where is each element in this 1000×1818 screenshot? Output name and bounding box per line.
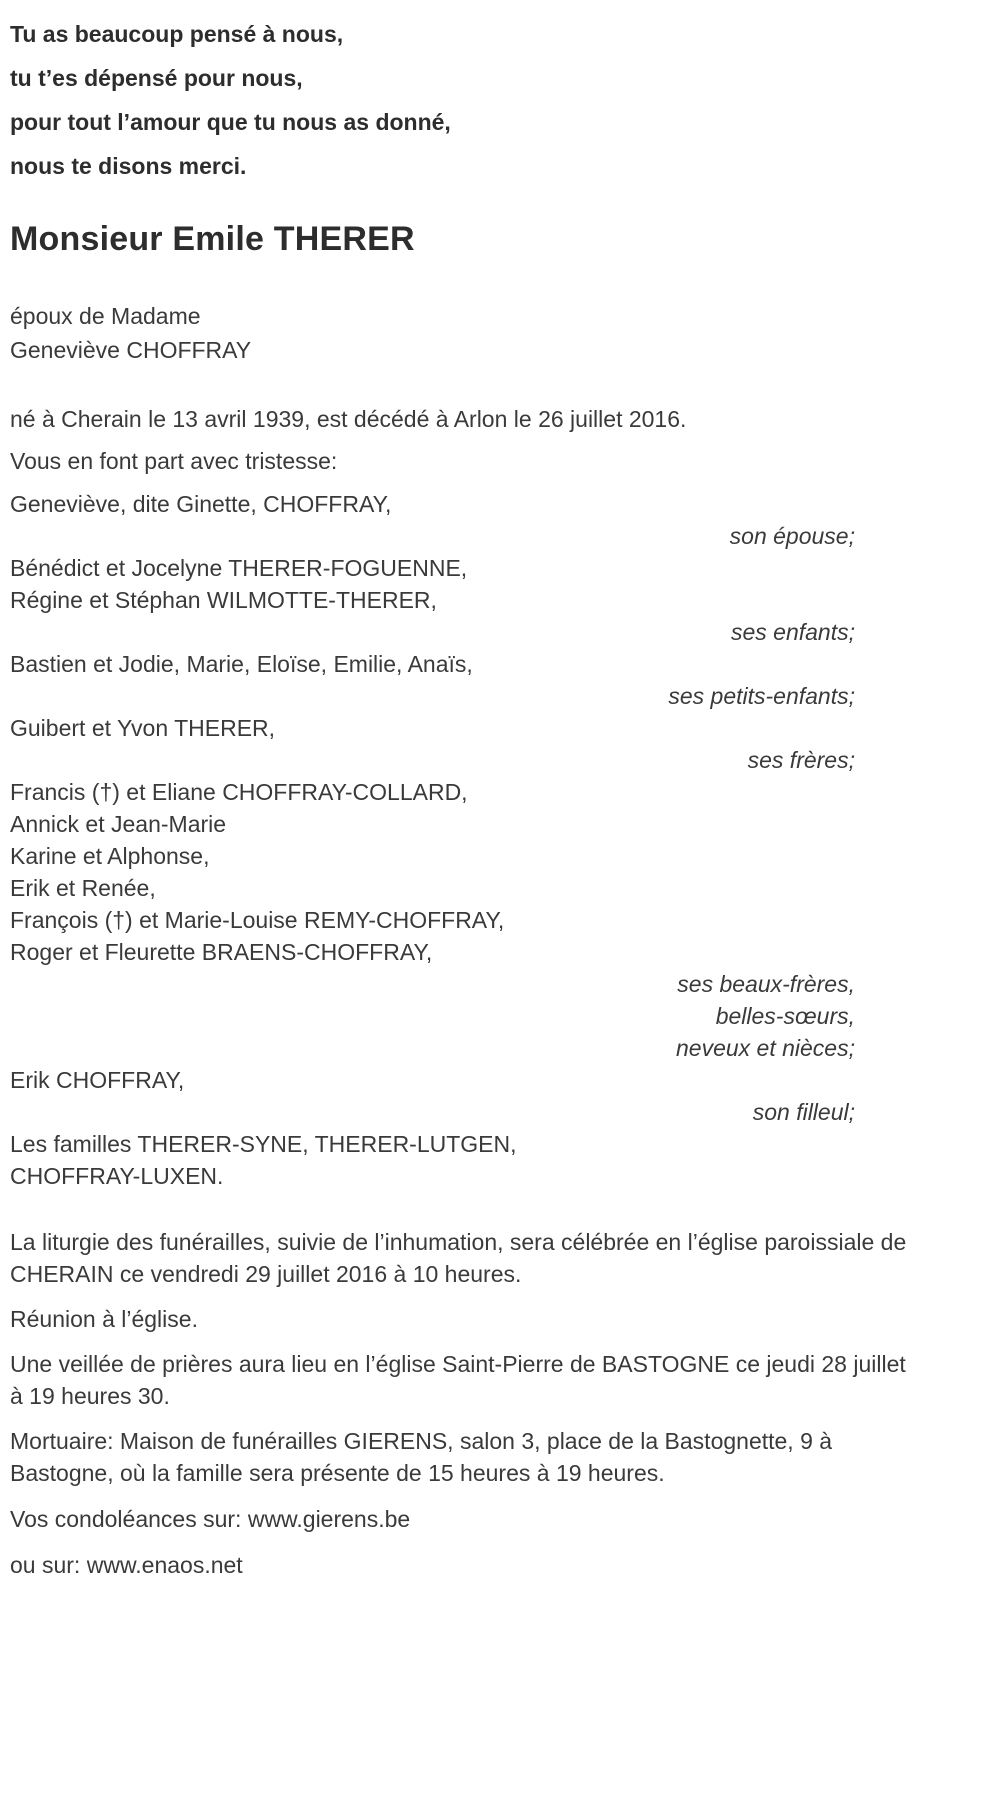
quote-line: tu t’es dépensé pour nous, — [10, 65, 303, 91]
family-names: François (†) et Marie-Louise REMY-CHOFFRAY, — [10, 907, 505, 933]
memorial-quote — [10, 12, 925, 188]
family-names: Annick et Jean-Marie — [10, 811, 227, 837]
ceremony-paragraph: Mortuaire: Maison de funérailles GIERENS, salon 3, place de la Bastognette, 9 à Bastogne, où la famille sera présente de 15 heures à 19 heures. — [10, 1428, 833, 1486]
ceremony-paragraph: Réunion à l’église. — [10, 1306, 198, 1332]
quote-line: Tu as beaucoup pensé à nous, — [10, 21, 344, 47]
family-list — [10, 488, 925, 1192]
announcement-intro: Vous en font part avec tristesse: — [10, 448, 338, 474]
condolences-line-1 — [10, 1503, 925, 1535]
condolences-section — [10, 1503, 925, 1581]
condolences-line-2 — [10, 1549, 925, 1581]
life-dates: né à Cherain le 13 avril 1939, est décédé à Arlon le 26 juillet 2016. — [10, 406, 687, 432]
condolences-label-1: Vos condoléances sur: — [10, 1506, 242, 1532]
condolences-label-2: ou sur: — [10, 1552, 81, 1578]
family-names: CHOFFRAY-LUXEN. — [10, 1163, 224, 1189]
relation-label: son épouse; — [729, 523, 855, 549]
quote-line: pour tout l’amour que tu nous as donné, — [10, 109, 451, 135]
family-names: Francis (†) et Eliane CHOFFRAY-COLLARD, — [10, 779, 468, 805]
family-names: Roger et Fleurette BRAENS-CHOFFRAY, — [10, 939, 433, 965]
ceremony-paragraph: Une veillée de prières aura lieu en l’église Saint-Pierre de BASTOGNE ce jeudi 28 juillet à 19 heures 30. — [10, 1351, 906, 1409]
family-names: Geneviève, dite Ginette, CHOFFRAY, — [10, 491, 392, 517]
ceremony-details — [10, 1226, 915, 1489]
deceased-name: Monsieur Emile THERER — [10, 220, 415, 258]
spouse-name: Geneviève CHOFFRAY — [10, 337, 252, 363]
relation-label: belles-sœurs, — [715, 1003, 855, 1029]
relation-label: ses frères; — [747, 747, 855, 773]
ceremony-paragraph: La liturgie des funérailles, suivie de l’inhumation, sera célébrée en l’église paroissiale de CHERAIN ce vendredi 29 juillet 2016 à 10 heures. — [10, 1229, 907, 1287]
spouse-intro — [10, 299, 925, 367]
family-names: Erik et Renée, — [10, 875, 156, 901]
relation-label: ses petits-enfants; — [668, 683, 855, 709]
condolences-link-enaos[interactable]: www.enaos.net — [86, 1552, 243, 1578]
relation-label: ses enfants; — [730, 619, 855, 645]
family-names: Erik CHOFFRAY, — [10, 1067, 185, 1093]
family-names: Guibert et Yvon THERER, — [10, 715, 276, 741]
relation-label: ses beaux-frères, — [677, 971, 855, 997]
family-names: Karine et Alphonse, — [10, 843, 210, 869]
condolences-link-gierens[interactable]: www.gierens.be — [247, 1506, 411, 1532]
relation-label: son filleul; — [752, 1099, 855, 1125]
family-names: Régine et Stéphan WILMOTTE-THERER, — [10, 587, 437, 613]
family-names: Bastien et Jodie, Marie, Eloïse, Emilie, Anaïs, — [10, 651, 473, 677]
family-names: Bénédict et Jocelyne THERER-FOGUENNE, — [10, 555, 468, 581]
family-names: Les familles THERER-SYNE, THERER-LUTGEN, — [10, 1131, 517, 1157]
quote-line: nous te disons merci. — [10, 153, 247, 179]
relation-label: neveux et nièces; — [675, 1035, 855, 1061]
spouse-intro-line: époux de Madame — [10, 303, 201, 329]
